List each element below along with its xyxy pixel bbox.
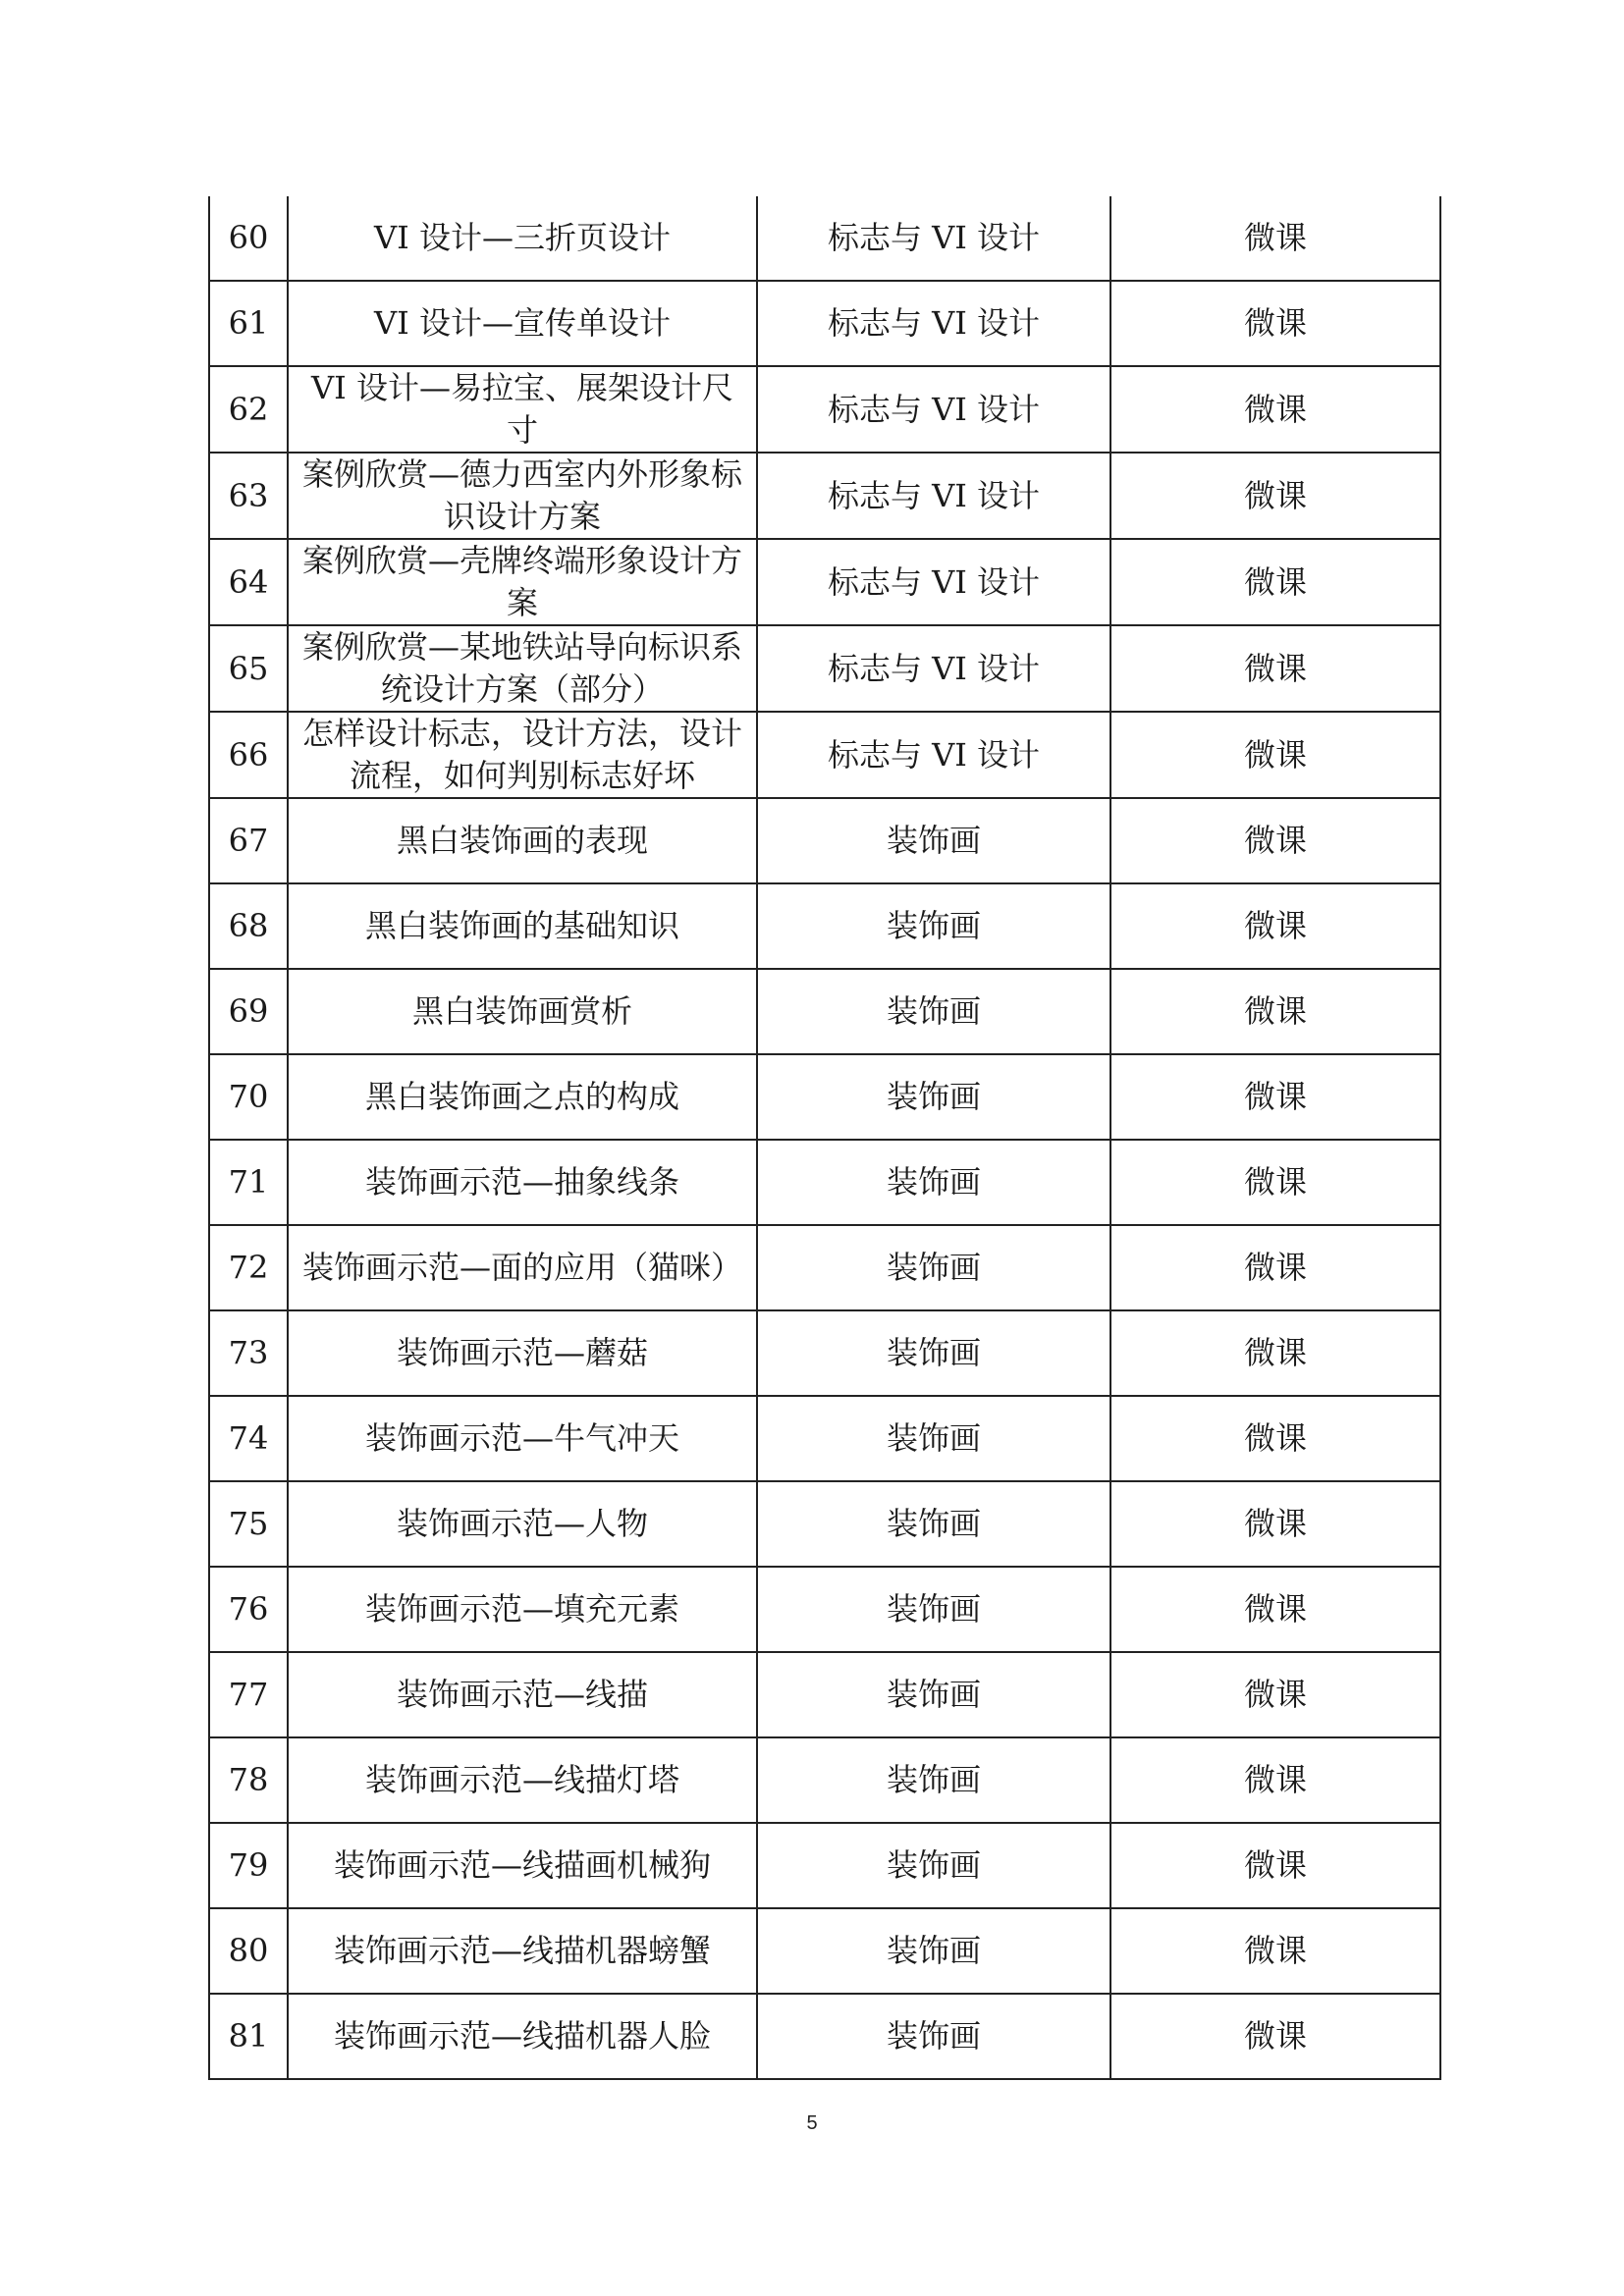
type-cell: 微课	[1110, 1140, 1440, 1225]
row-number-cell: 63	[209, 453, 288, 539]
type-cell: 微课	[1110, 366, 1440, 453]
table-row	[209, 1652, 1440, 1737]
course-cell: 装饰画	[757, 1140, 1110, 1225]
table-row	[209, 281, 1440, 366]
course-cell: 装饰画	[757, 1652, 1110, 1737]
type-cell: 微课	[1110, 1737, 1440, 1823]
table-row	[209, 969, 1440, 1054]
title-cell: 黑白装饰画赏析	[288, 969, 757, 1054]
type-cell: 微课	[1110, 1396, 1440, 1481]
title-cell: 装饰画示范—线描灯塔	[288, 1737, 757, 1823]
course-cell: 装饰画	[757, 1823, 1110, 1908]
title-cell: 装饰画示范—填充元素	[288, 1567, 757, 1652]
row-number-cell: 64	[209, 539, 288, 625]
row-number-cell: 76	[209, 1567, 288, 1652]
title-cell: 装饰画示范—面的应用（猫咪）	[288, 1225, 757, 1310]
type-cell: 微课	[1110, 969, 1440, 1054]
type-cell: 微课	[1110, 712, 1440, 798]
course-cell: 装饰画	[757, 1908, 1110, 1994]
row-number-cell: 80	[209, 1908, 288, 1994]
title-cell: VI 设计—易拉宝、展架设计尺寸	[288, 366, 757, 453]
title-cell: 装饰画示范—蘑菇	[288, 1310, 757, 1396]
type-cell: 微课	[1110, 883, 1440, 969]
title-cell: 黑白装饰画之点的构成	[288, 1054, 757, 1140]
title-cell: 装饰画示范—线描画机械狗	[288, 1823, 757, 1908]
type-cell: 微课	[1110, 1310, 1440, 1396]
table-row	[209, 1225, 1440, 1310]
course-cell: 装饰画	[757, 1396, 1110, 1481]
type-cell: 微课	[1110, 196, 1440, 281]
row-number-cell: 67	[209, 798, 288, 883]
row-number-cell: 60	[209, 196, 288, 281]
row-number-cell: 71	[209, 1140, 288, 1225]
type-cell: 微课	[1110, 1481, 1440, 1567]
table-row	[209, 712, 1440, 798]
course-cell: 标志与 VI 设计	[757, 453, 1110, 539]
table-row	[209, 883, 1440, 969]
table-body	[209, 196, 1440, 2079]
title-cell: VI 设计—三折页设计	[288, 196, 757, 281]
row-number-cell: 74	[209, 1396, 288, 1481]
table-row	[209, 453, 1440, 539]
course-cell: 装饰画	[757, 1567, 1110, 1652]
type-cell: 微课	[1110, 1994, 1440, 2079]
course-cell: 标志与 VI 设计	[757, 366, 1110, 453]
title-cell: 案例欣赏—某地铁站导向标识系统设计方案（部分）	[288, 625, 757, 712]
title-cell: VI 设计—宣传单设计	[288, 281, 757, 366]
table-row	[209, 539, 1440, 625]
table-row	[209, 1481, 1440, 1567]
title-cell: 装饰画示范—抽象线条	[288, 1140, 757, 1225]
row-number-cell: 75	[209, 1481, 288, 1567]
type-cell: 微课	[1110, 1567, 1440, 1652]
title-cell: 装饰画示范—线描机器螃蟹	[288, 1908, 757, 1994]
title-cell: 装饰画示范—人物	[288, 1481, 757, 1567]
course-cell: 标志与 VI 设计	[757, 196, 1110, 281]
row-number-cell: 73	[209, 1310, 288, 1396]
table-row	[209, 1823, 1440, 1908]
table-row	[209, 625, 1440, 712]
course-cell: 装饰画	[757, 798, 1110, 883]
type-cell: 微课	[1110, 1225, 1440, 1310]
table-container	[208, 196, 1416, 2080]
type-cell: 微课	[1110, 281, 1440, 366]
table-row	[209, 1908, 1440, 1994]
type-cell: 微课	[1110, 1652, 1440, 1737]
title-cell: 案例欣赏—德力西室内外形象标识设计方案	[288, 453, 757, 539]
type-cell: 微课	[1110, 1054, 1440, 1140]
course-cell: 装饰画	[757, 1310, 1110, 1396]
table-row	[209, 1737, 1440, 1823]
course-cell: 装饰画	[757, 1737, 1110, 1823]
row-number-cell: 70	[209, 1054, 288, 1140]
course-cell: 装饰画	[757, 1481, 1110, 1567]
row-number-cell: 61	[209, 281, 288, 366]
row-number-cell: 79	[209, 1823, 288, 1908]
course-cell: 标志与 VI 设计	[757, 625, 1110, 712]
title-cell: 装饰画示范—牛气冲天	[288, 1396, 757, 1481]
table-row	[209, 798, 1440, 883]
course-cell: 装饰画	[757, 1054, 1110, 1140]
title-cell: 装饰画示范—线描机器人脸	[288, 1994, 757, 2079]
title-cell: 装饰画示范—线描	[288, 1652, 757, 1737]
title-cell: 案例欣赏—壳牌终端形象设计方案	[288, 539, 757, 625]
type-cell: 微课	[1110, 798, 1440, 883]
title-cell: 怎样设计标志，设计方法，设计流程，如何判别标志好坏	[288, 712, 757, 798]
course-cell: 标志与 VI 设计	[757, 539, 1110, 625]
page-number: 5	[806, 2112, 818, 2134]
title-cell: 黑白装饰画的表现	[288, 798, 757, 883]
course-cell: 装饰画	[757, 883, 1110, 969]
course-cell: 标志与 VI 设计	[757, 281, 1110, 366]
row-number-cell: 62	[209, 366, 288, 453]
row-number-cell: 66	[209, 712, 288, 798]
table-row	[209, 1396, 1440, 1481]
course-table	[208, 196, 1441, 2080]
table-row	[209, 1567, 1440, 1652]
row-number-cell: 69	[209, 969, 288, 1054]
course-cell: 装饰画	[757, 1225, 1110, 1310]
type-cell: 微课	[1110, 453, 1440, 539]
course-cell: 标志与 VI 设计	[757, 712, 1110, 798]
row-number-cell: 77	[209, 1652, 288, 1737]
course-cell: 装饰画	[757, 969, 1110, 1054]
row-number-cell: 81	[209, 1994, 288, 2079]
type-cell: 微课	[1110, 539, 1440, 625]
row-number-cell: 72	[209, 1225, 288, 1310]
row-number-cell: 68	[209, 883, 288, 969]
course-cell: 装饰画	[757, 1994, 1110, 2079]
table-row	[209, 1994, 1440, 2079]
table-row	[209, 1054, 1440, 1140]
row-number-cell: 65	[209, 625, 288, 712]
type-cell: 微课	[1110, 1823, 1440, 1908]
table-row	[209, 1140, 1440, 1225]
table-row	[209, 196, 1440, 281]
type-cell: 微课	[1110, 625, 1440, 712]
table-row	[209, 1310, 1440, 1396]
row-number-cell: 78	[209, 1737, 288, 1823]
type-cell: 微课	[1110, 1908, 1440, 1994]
table-row	[209, 366, 1440, 453]
title-cell: 黑白装饰画的基础知识	[288, 883, 757, 969]
